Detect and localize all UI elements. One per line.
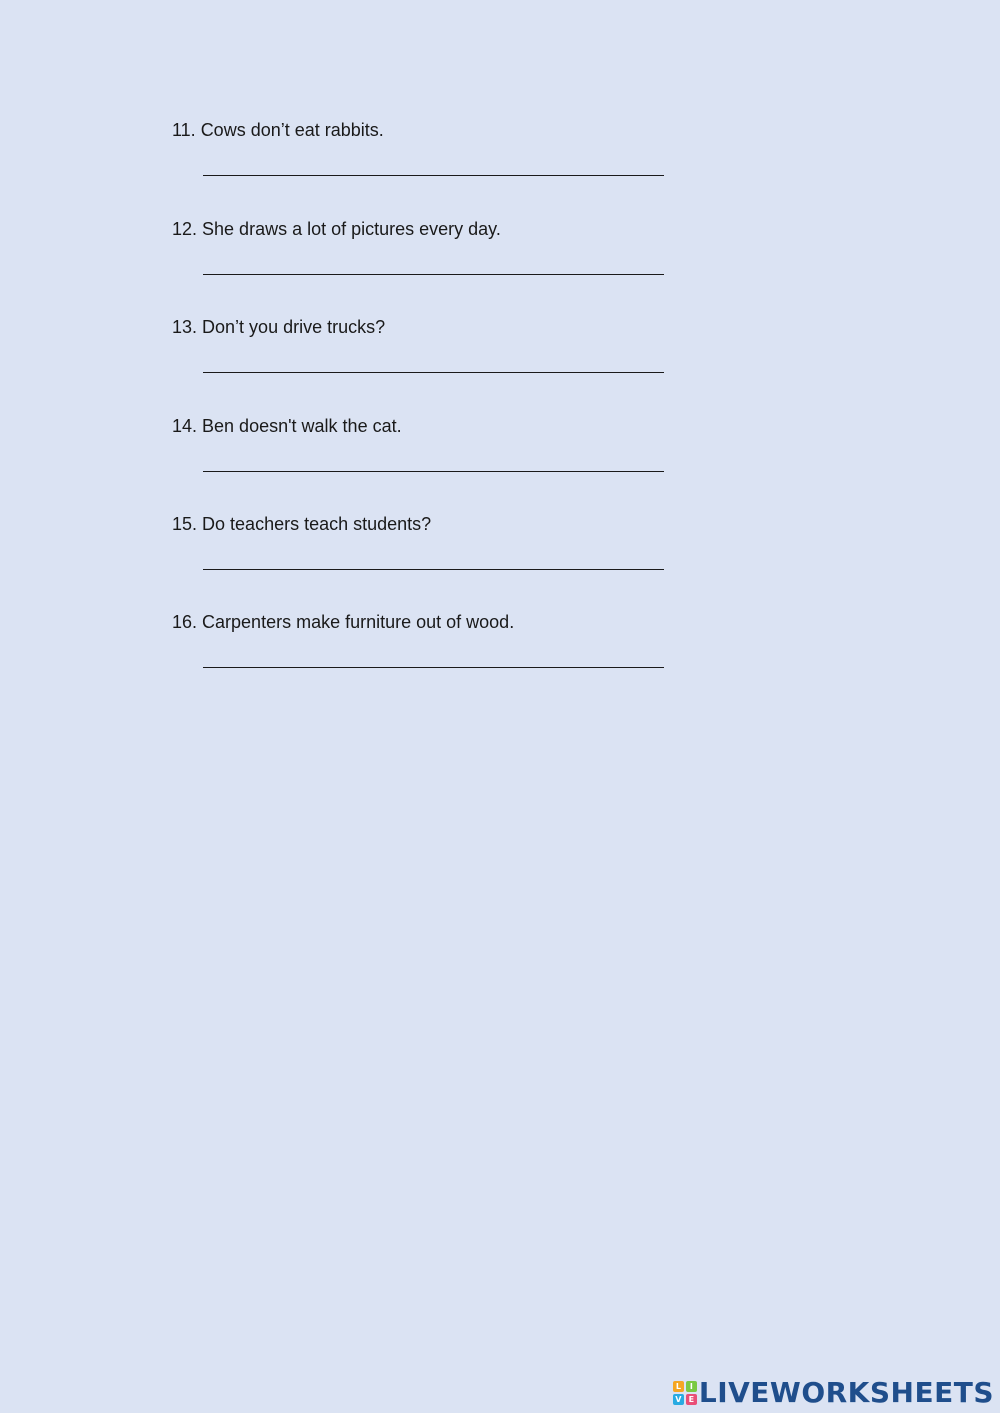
logo-cell: I	[686, 1381, 697, 1392]
question-item	[172, 316, 692, 396]
question-item	[172, 119, 692, 199]
question-text	[172, 119, 384, 141]
question-number: 14.	[172, 416, 198, 436]
answer-line[interactable]	[203, 471, 664, 472]
question-text	[172, 415, 402, 437]
question-number: 16.	[172, 612, 198, 632]
question-number: 13.	[172, 317, 198, 337]
question-item	[172, 415, 692, 495]
answer-line[interactable]	[203, 569, 664, 570]
logo-cell: L	[673, 1381, 684, 1392]
question-sentence: Do teachers teach students?	[202, 514, 432, 534]
question-item	[172, 611, 692, 691]
logo-cell: E	[686, 1394, 697, 1405]
question-text	[172, 316, 385, 338]
liveworksheets-logo	[673, 1376, 994, 1409]
question-sentence: Cows don’t eat rabbits.	[200, 120, 384, 140]
answer-line[interactable]	[203, 274, 664, 275]
question-text	[172, 611, 514, 633]
logo-grid-icon	[673, 1381, 697, 1405]
question-sentence: She draws a lot of pictures every day.	[202, 219, 501, 239]
logo-cell: V	[673, 1394, 684, 1405]
question-text	[172, 218, 501, 240]
answer-line[interactable]	[203, 175, 664, 176]
question-item	[172, 513, 692, 593]
question-sentence: Ben doesn't walk the cat.	[202, 416, 402, 436]
answer-line[interactable]	[203, 667, 664, 668]
logo-text: LIVEWORKSHEETS	[698, 1376, 994, 1409]
question-number: 12.	[172, 219, 198, 239]
question-text	[172, 513, 431, 535]
question-sentence: Don’t you drive trucks?	[202, 317, 386, 337]
question-item	[172, 218, 692, 298]
question-number: 11.	[172, 120, 196, 140]
question-number: 15.	[172, 514, 198, 534]
answer-line[interactable]	[203, 372, 664, 373]
question-sentence: Carpenters make furniture out of wood.	[202, 612, 515, 632]
